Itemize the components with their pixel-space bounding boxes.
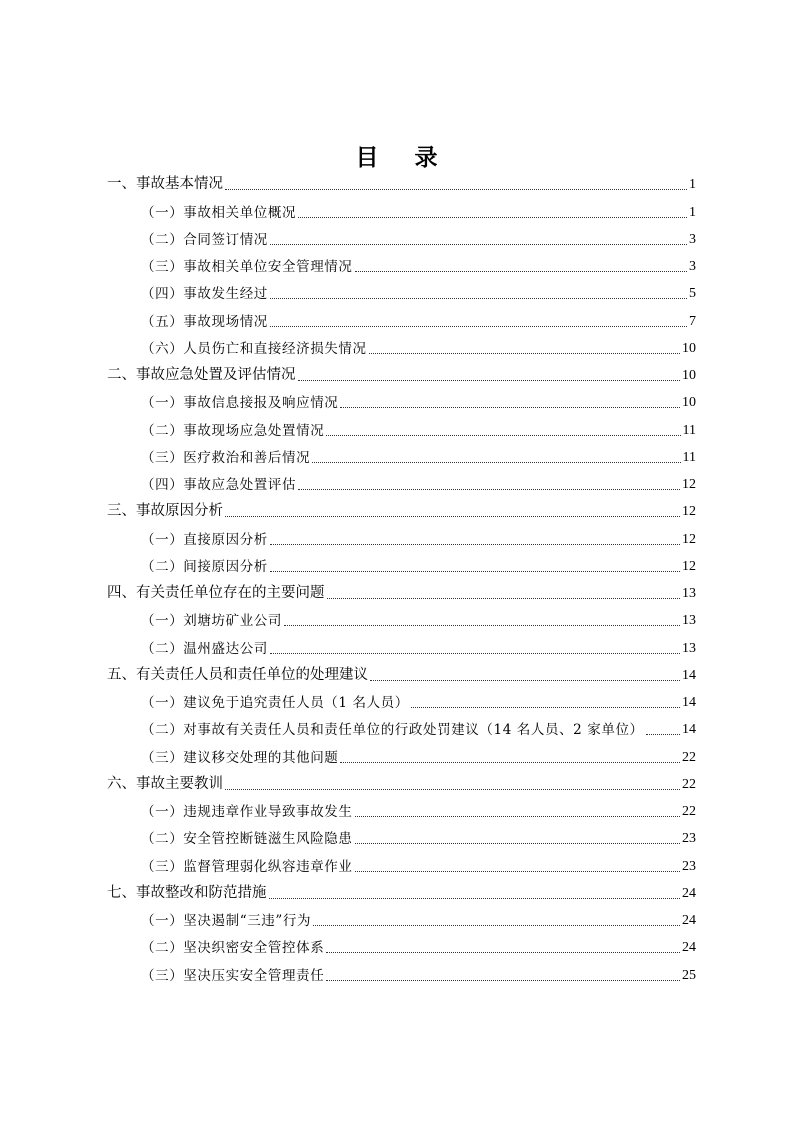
toc-entry-title: （二）间接原因分析 xyxy=(141,558,268,575)
toc-dot-leader xyxy=(298,380,681,381)
toc-page-number: 14 xyxy=(682,667,696,683)
toc-page-number: 10 xyxy=(682,395,696,411)
toc-subsection-entry[interactable] xyxy=(141,279,696,306)
toc-subsection-entry[interactable] xyxy=(141,824,696,851)
toc-page-number: 24 xyxy=(682,913,696,928)
toc-page-number: 12 xyxy=(682,531,696,547)
toc-dot-leader xyxy=(270,326,687,327)
toc-page-number: 14 xyxy=(682,695,696,710)
toc-entry-title: （三）建议移交处理的其他问题 xyxy=(141,749,339,766)
toc-subsection-entry[interactable] xyxy=(141,960,696,987)
toc-dot-leader xyxy=(411,707,680,708)
toc-dot-leader xyxy=(270,571,680,572)
toc-subsection-entry[interactable] xyxy=(141,225,696,252)
toc-page-number: 13 xyxy=(682,640,696,656)
toc-page-number: 3 xyxy=(689,259,696,274)
toc-page-number: 7 xyxy=(689,313,696,329)
toc-entry-title: （一）事故信息接报及响应情况 xyxy=(141,395,339,412)
toc-section-entry[interactable] xyxy=(107,170,696,197)
toc-dot-leader xyxy=(355,271,688,272)
toc-subsection-entry[interactable] xyxy=(141,906,696,933)
toc-dot-leader xyxy=(370,680,680,681)
toc-dot-leader xyxy=(225,789,680,790)
toc-dot-leader xyxy=(312,462,680,463)
toc-subsection-entry[interactable] xyxy=(141,415,696,442)
toc-section-entry[interactable] xyxy=(107,579,696,606)
toc-entry-title: （二）合同签订情况 xyxy=(141,231,268,248)
toc-subsection-entry[interactable] xyxy=(141,470,696,497)
toc-subsection-entry[interactable] xyxy=(141,851,696,878)
toc-section-entry[interactable] xyxy=(107,879,696,906)
toc-title: 目 录 xyxy=(355,145,452,171)
toc-entry-title: （五）事故现场情况 xyxy=(141,313,268,330)
toc-dot-leader xyxy=(355,871,681,872)
toc-section-entry[interactable] xyxy=(107,497,696,524)
toc-dot-leader xyxy=(270,298,687,299)
toc-page-number: 1 xyxy=(689,204,696,220)
toc-entry-title: （四）事故应急处置评估 xyxy=(141,477,297,493)
toc-subsection-entry[interactable] xyxy=(141,252,696,279)
toc-subsection-entry[interactable] xyxy=(141,524,696,551)
toc-page-number: 12 xyxy=(682,477,696,492)
toc-page-number: 13 xyxy=(682,586,696,601)
toc-dot-leader xyxy=(313,925,680,926)
toc-dot-leader xyxy=(355,843,681,844)
toc-dot-leader xyxy=(355,816,681,817)
toc-entry-title: 一、事故基本情况 xyxy=(107,176,223,193)
toc-subsection-entry[interactable] xyxy=(141,552,696,579)
toc-subsection-entry[interactable] xyxy=(141,933,696,960)
toc-subsection-entry[interactable] xyxy=(141,197,696,224)
toc-entry-title: （二）事故现场应急处置情况 xyxy=(141,422,325,439)
toc-dot-leader xyxy=(326,980,680,981)
toc-entry-title: （二）坚决织密安全管控体系 xyxy=(141,940,325,957)
toc-page-number: 22 xyxy=(682,749,696,765)
toc-subsection-entry[interactable] xyxy=(141,306,696,333)
toc-entry-title: 五、有关责任人员和责任单位的处理建议 xyxy=(107,666,368,683)
toc-entry-title: 四、有关责任单位存在的主要问题 xyxy=(107,585,325,601)
toc-subsection-entry[interactable] xyxy=(141,633,696,660)
toc-entry-title: （二）温州盛达公司 xyxy=(141,640,268,657)
toc-entry-title: （二）对事故有关责任人员和责任单位的行政处罚建议（14 名人员、2 家单位） xyxy=(141,722,644,739)
toc-entry-title: （一）事故相关单位概况 xyxy=(141,204,297,221)
toc-entry-title: 七、事故整改和防范措施 xyxy=(107,884,267,901)
toc-entry-title: （三）医疗救治和善后情况 xyxy=(141,449,311,466)
toc-section-entry[interactable] xyxy=(107,770,696,797)
toc-dot-leader xyxy=(269,898,681,899)
toc-dot-leader xyxy=(225,516,680,517)
toc-dot-leader xyxy=(369,353,680,354)
toc-page-number: 13 xyxy=(682,613,696,629)
toc-dot-leader xyxy=(327,598,681,599)
toc-dot-leader xyxy=(646,734,680,735)
toc-section-entry[interactable] xyxy=(107,361,696,388)
toc-dot-leader xyxy=(326,435,680,436)
toc-entry-title: （三）监督管理弱化纵容违章作业 xyxy=(141,858,353,875)
toc-page-number: 11 xyxy=(682,449,696,465)
toc-subsection-entry[interactable] xyxy=(141,715,696,742)
toc-page-number: 22 xyxy=(682,804,696,819)
toc-page-number: 25 xyxy=(682,967,696,983)
toc-subsection-entry[interactable] xyxy=(141,388,696,415)
toc-page-number: 1 xyxy=(689,177,696,193)
toc-entry-title: （一）直接原因分析 xyxy=(141,531,268,548)
toc-page-number: 23 xyxy=(682,858,696,874)
toc-dot-leader xyxy=(225,189,687,190)
toc-dot-leader xyxy=(298,489,680,490)
toc-subsection-entry[interactable] xyxy=(141,443,696,470)
toc-page-number: 22 xyxy=(682,776,696,792)
toc-page-number: 10 xyxy=(682,368,696,383)
toc-subsection-entry[interactable] xyxy=(141,334,696,361)
toc-page-number: 24 xyxy=(682,885,696,901)
toc-entry-title: （三）事故相关单位安全管理情况 xyxy=(141,259,353,275)
toc-entry-title: 三、事故原因分析 xyxy=(107,503,223,520)
toc-entry-title: （一）刘塘坊矿业公司 xyxy=(141,613,282,630)
toc-dot-leader xyxy=(340,762,680,763)
toc-page-number: 23 xyxy=(682,831,696,847)
toc-subsection-entry[interactable] xyxy=(141,797,696,824)
toc-dot-leader xyxy=(326,952,680,953)
toc-page-number: 3 xyxy=(689,231,696,247)
toc-entry-title: （一）建议免于追究责任人员（1 名人员） xyxy=(141,695,409,711)
toc-list xyxy=(0,170,793,988)
toc-section-entry[interactable] xyxy=(107,661,696,688)
toc-page-number: 5 xyxy=(689,286,696,302)
toc-page-number: 12 xyxy=(682,504,696,520)
toc-subsection-entry[interactable] xyxy=(141,742,696,769)
toc-subsection-entry[interactable] xyxy=(141,688,696,715)
toc-dot-leader xyxy=(270,244,687,245)
toc-entry-title: 二、事故应急处置及评估情况 xyxy=(107,367,296,383)
toc-subsection-entry[interactable] xyxy=(141,606,696,633)
toc-dot-leader xyxy=(284,625,680,626)
toc-dot-leader xyxy=(298,217,687,218)
toc-page-number: 11 xyxy=(682,422,696,438)
toc-entry-title: （二）安全管控断链滋生风险隐患 xyxy=(141,831,353,848)
toc-entry-title: （六）人员伤亡和直接经济损失情况 xyxy=(141,340,367,357)
toc-entry-title: 六、事故主要教训 xyxy=(107,775,223,792)
toc-dot-leader xyxy=(270,544,680,545)
toc-page-number: 10 xyxy=(682,340,696,356)
toc-entry-title: （一）违规违章作业导致事故发生 xyxy=(141,804,353,820)
toc-entry-title: （三）坚决压实安全管理责任 xyxy=(141,967,325,984)
toc-page-number: 12 xyxy=(682,558,696,574)
toc-entry-title: （一）坚决遏制“三违”行为 xyxy=(141,913,312,929)
toc-page-number: 14 xyxy=(682,722,696,738)
toc-dot-leader xyxy=(340,407,680,408)
toc-entry-title: （四）事故发生经过 xyxy=(141,286,268,303)
toc-dot-leader xyxy=(270,653,680,654)
toc-page-number: 24 xyxy=(682,940,696,956)
